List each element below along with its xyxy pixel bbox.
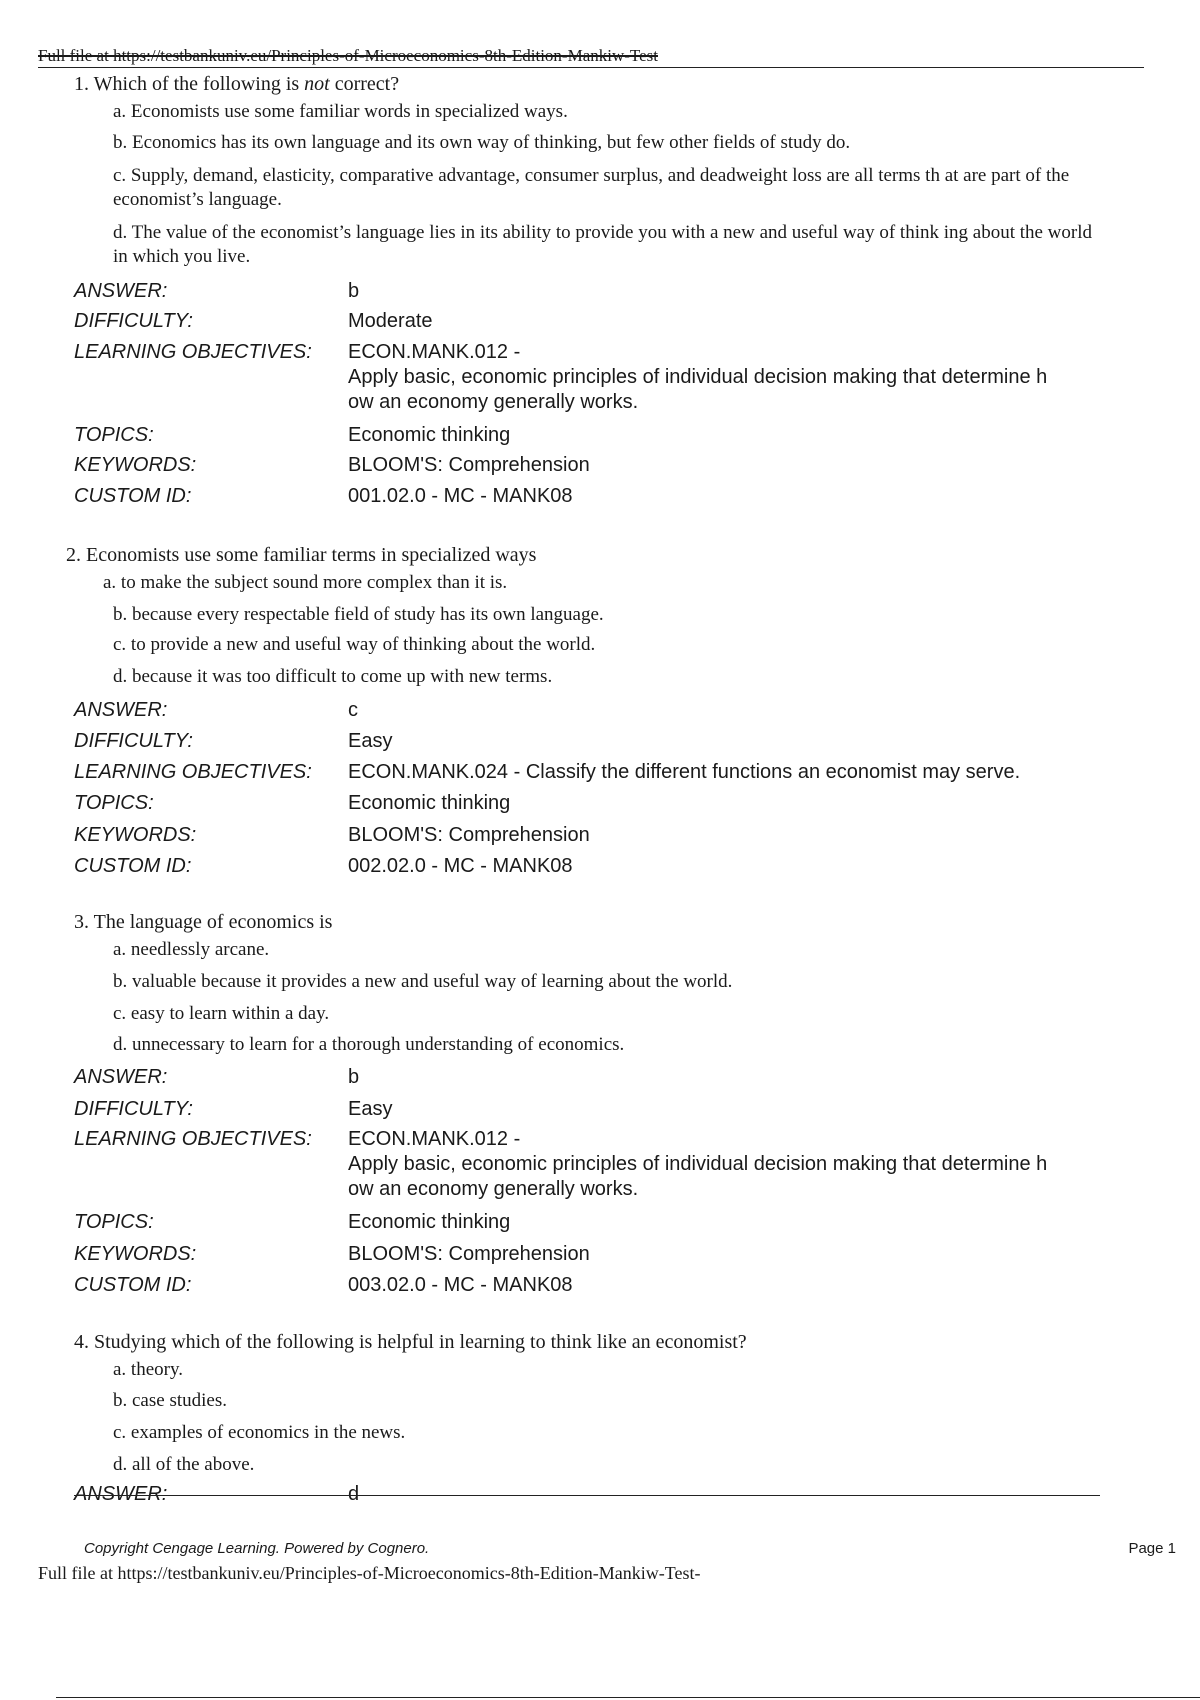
meta-label: KEYWORDS: (74, 824, 197, 846)
meta-value: BLOOM'S: Comprehension (348, 454, 590, 476)
answer-option-b: b. Economics has its own language and its own way of thinking, but few other fields of study do. (113, 132, 851, 153)
footer-page-number: Page 1 (1128, 1540, 1176, 1557)
page-cut-line (74, 1495, 1100, 1496)
meta-label: ANSWER: (74, 280, 168, 302)
answer-option-c: c. easy to learn within a day. (113, 1003, 330, 1024)
answer-option-d: d. because it was too difficult to come up with new terms. (113, 666, 553, 687)
meta-label: ANSWER: (74, 1066, 168, 1088)
meta-value: BLOOM'S: Comprehension (348, 824, 590, 846)
meta-value (348, 340, 1148, 415)
answer-option-d: d. all of the above. (113, 1454, 255, 1475)
answer-option-b: b. because every respectable field of study has its own language. (113, 604, 604, 625)
meta-value: d (348, 1483, 360, 1505)
meta-label: ANSWER: (74, 1483, 168, 1505)
meta-label: DIFFICULTY: (74, 730, 193, 752)
meta-value (348, 1127, 1148, 1202)
meta-value: Economic thinking (348, 1211, 511, 1233)
meta-label: DIFFICULTY: (74, 1098, 193, 1120)
meta-label: KEYWORDS: (74, 454, 197, 476)
meta-value: Economic thinking (348, 792, 511, 814)
meta-value: Economic thinking (348, 424, 511, 446)
meta-value: Moderate (348, 310, 433, 332)
answer-option-a: a. needlessly arcane. (113, 939, 270, 960)
answer-option-a: a. to make the subject sound more complex than it is. (103, 572, 508, 593)
meta-value: 001.02.0 - MC - MANK08 (348, 485, 573, 507)
answer-option-b: b. case studies. (113, 1390, 227, 1411)
meta-value-line: ECON.MANK.012 - (348, 341, 521, 363)
meta-value: Easy (348, 1098, 393, 1120)
meta-label: LEARNING OBJECTIVES: (74, 761, 312, 783)
meta-value-line: Apply basic, economic principles of individual decision making that determine h (348, 1153, 1048, 1175)
question-stem-part: 1. Which of the following is (74, 73, 305, 95)
meta-label: ANSWER: (74, 699, 168, 721)
meta-label: CUSTOM ID: (74, 485, 192, 507)
meta-value: 002.02.0 - MC - MANK08 (348, 855, 573, 877)
header-source-url (38, 45, 1144, 68)
meta-label: TOPICS: (74, 424, 154, 446)
meta-value-line: ow an economy generally works. (348, 391, 639, 413)
meta-value-line: Apply basic, economic principles of individual decision making that determine h (348, 366, 1048, 388)
answer-option-c: c. examples of economics in the news. (113, 1422, 406, 1443)
meta-value: b (348, 1066, 360, 1088)
question-stem: 3. The language of economics is (74, 911, 333, 933)
footer-source-url: Full file at https://testbankuniv.eu/Principles-of-Microeconomics-8th-Edition-Mankiw-Test- (38, 1563, 701, 1583)
question-stem: 2. Economists use some familiar terms in specialized ways (66, 544, 537, 566)
meta-value: b (348, 280, 360, 302)
question-stem-part: correct? (329, 73, 400, 95)
meta-label: CUSTOM ID: (74, 855, 192, 877)
meta-value: c (348, 699, 358, 721)
meta-value-line: ECON.MANK.012 - (348, 1128, 521, 1150)
meta-value-line: ow an economy generally works. (348, 1178, 639, 1200)
meta-label: TOPICS: (74, 792, 154, 814)
question-stem: 4. Studying which of the following is helpful in learning to think like an economist? (74, 1331, 747, 1353)
footer-copyright: Copyright Cengage Learning. Powered by Cognero. (84, 1540, 430, 1557)
answer-option-d: d. unnecessary to learn for a thorough understanding of economics. (113, 1034, 625, 1055)
meta-label: TOPICS: (74, 1211, 154, 1233)
question-stem (74, 72, 399, 96)
bottom-divider (56, 1697, 1200, 1698)
meta-value: BLOOM'S: Comprehension (348, 1243, 590, 1265)
answer-option-a: a. theory. (113, 1359, 183, 1380)
answer-option-d: d. The value of the economist’s language lies in its ability to provide you with a new and useful way of think ing about the world in which you live. (113, 222, 1093, 267)
meta-value: 003.02.0 - MC - MANK08 (348, 1274, 573, 1296)
meta-value: ECON.MANK.024 - Classify the different functions an economist may serve. (348, 761, 1021, 783)
header-url-text: Full file at https://testbankuniv.eu/Principles-of-Microeconomics-8th-Edition-Mankiw-Test (38, 46, 658, 65)
meta-label: LEARNING OBJECTIVES: (74, 341, 312, 363)
meta-label: LEARNING OBJECTIVES: (74, 1128, 312, 1150)
meta-value: Easy (348, 730, 393, 752)
meta-label: DIFFICULTY: (74, 310, 193, 332)
answer-option-c: c. Supply, demand, elasticity, comparative advantage, consumer surplus, and deadweight loss are all terms th at are part of the economist’s language. (113, 165, 1070, 210)
answer-option-c: c. to provide a new and useful way of thinking about the world. (113, 634, 596, 655)
meta-label: CUSTOM ID: (74, 1274, 192, 1296)
meta-label: KEYWORDS: (74, 1243, 197, 1265)
answer-option-a: a. Economists use some familiar words in specialized ways. (113, 101, 568, 122)
answer-option-b: b. valuable because it provides a new and useful way of learning about the world. (113, 971, 733, 992)
question-stem-emphasis: not (304, 73, 330, 95)
